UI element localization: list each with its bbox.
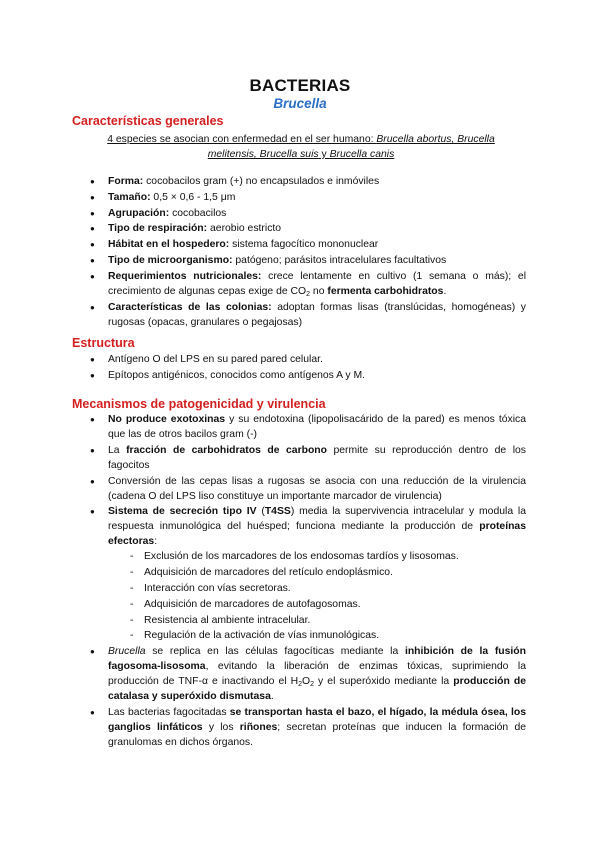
list-item: ● Epítopos antigénicos, conocidos como antígenos A y M. [90,368,526,383]
list-item: ● Tamaño: 0,5 × 0,6 - 1,5 μm [90,190,526,205]
general-intro: 4 especies se asocian con enfermedad en el ser humano: Brucella abortus, Brucella melitensis, Brucella suis y Brucella canis [107,134,495,160]
list-item: ● Conversión de las cepas lisas a rugosas se asocia con una reducción de la virulencia (cadena O del LPS liso constituye un importante marcador de virulencia) [90,474,526,504]
list-item: - Adquisición de marcadores de autofagosomas. [108,597,526,612]
page-subtitle: Brucella [273,96,327,111]
list-item: ● Agrupación: cocobacilos [90,206,526,221]
structure-list [90,352,526,384]
list-item: ● Antígeno O del LPS en su pared pared celular. [90,352,526,367]
section-heading-general: Características generales [72,114,224,128]
list-item: ● No produce exotoxinas y su endotoxina (lipopolisacárido de la pared) es menos tóxica que las de otros bacilos gram (-) [90,412,526,442]
list-item: ● Hábitat en el hospedero: sistema fagocítico mononuclear [90,237,526,252]
list-item: ● Sistema de secreción tipo IV (T4SS) media la supervivencia intracelular y modula la respuesta inmunológica del huésped; funciona mediante la producción de proteínas efectoras: - Exclusión de los marcadores de los endosomas tardíos y lisosomas. - Adquisición de marcadores del retículo endoplásmico. - Interacción con vías secretoras. - Adquisición de marcadores de autofagosomas. - Resistencia al ambiente intracelular. - Regulación de la activación de vías inmunológicas. [90,504,526,643]
list-item: ● Tipo de microorganismo: patógeno; parásitos intracelulares facultativos [90,253,526,268]
list-item: - Interacción con vías secretoras. [108,581,526,596]
effectors-list [108,549,526,643]
list-item: - Resistencia al ambiente intracelular. [108,613,526,628]
list-item: ● Requerimientos nutricionales: crece lentamente en cultivo (1 semana o más); el crecimiento de algunas cepas exige de $CO_2$ no fermenta carbohidratos. [90,269,526,299]
section-heading-pathogenicity: Mecanismos de patogenicidad y virulencia [72,397,326,411]
pathogenicity-list [90,412,526,751]
list-item: ● Características de las colonias: adoptan formas lisas (translúcidas, homogéneas) y rugosas (opacas, granulares o pegajosas) [90,300,526,330]
list-item: - Exclusión de los marcadores de los endosomas tardíos y lisosomas. [108,549,526,564]
list-item: ● Brucella se replica en las células fagocíticas mediante la inhibición de la fusión fagosoma-lisosoma, evitando la liberación de enzimas tóxicas, suprimiendo la producción de TNF-α e inactivando el $H_2O_2$ y el superóxido mediante la producción de catalasa y superóxido dismutasa. [90,644,526,704]
general-list [90,174,526,330]
list-item: ● Tipo de respiración: aerobio estricto [90,221,526,236]
page-title: BACTERIAS [249,76,351,95]
list-item: ● Las bacterias fagocitadas se transportan hasta el bazo, el hígado, la médula ósea, los ganglios linfáticos y los riñones; secretan proteínas que inducen la formación de granulomas en dichos órganos. [90,705,526,750]
list-item: ● La fracción de carbohidratos de carbono permite su reproducción dentro de los fagocitos [90,443,526,473]
list-item: ● Forma: cocobacilos gram (+) no encapsulados e inmóviles [90,174,526,189]
list-item: - Regulación de la activación de vías inmunológicas. [108,628,526,643]
section-heading-structure: Estructura [72,336,135,350]
list-item: - Adquisición de marcadores del retículo endoplásmico. [108,565,526,580]
